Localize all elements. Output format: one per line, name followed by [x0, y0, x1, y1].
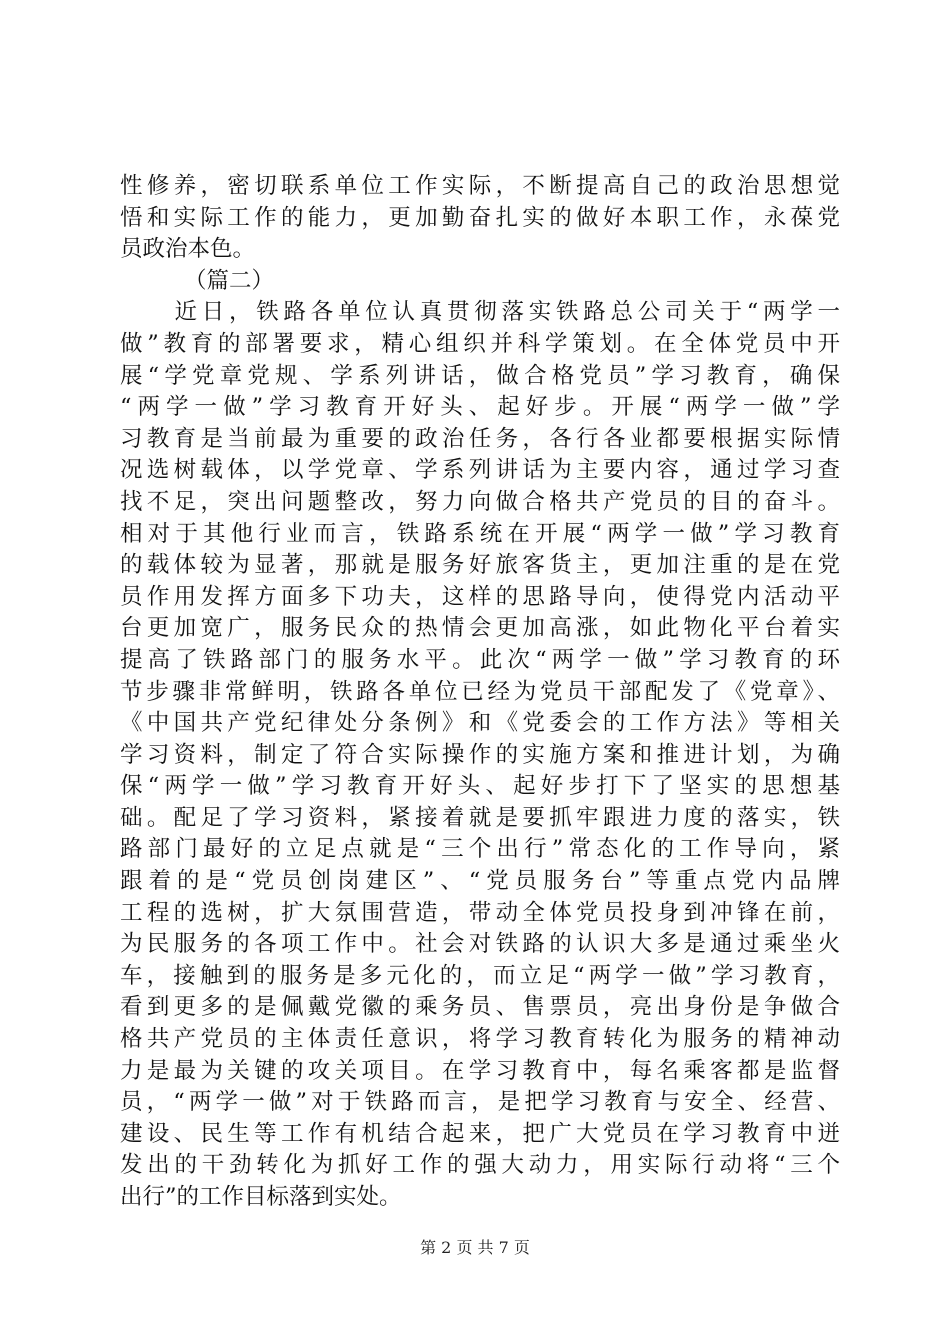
text-line: 发出的干劲转化为抓好工作的强大动力，用实际行动将“三个	[120, 1152, 840, 1179]
text-line: 做”教育的部署要求，精心组织并科学策划。在全体党员中开	[120, 330, 840, 357]
text-line: 性修养，密切联系单位工作实际，不断提高自己的政治思想觉	[120, 173, 840, 199]
text-line: 的载体较为显著，那就是服务好旅客货主，更加注重的是在党	[120, 552, 840, 579]
text-line: 建设、民生等工作有机结合起来，把广大党员在学习教育中迸	[120, 1120, 840, 1147]
text-line: 看到更多的是佩戴党徽的乘务员、售票员，亮出身份是争做合	[120, 994, 840, 1021]
text-line: 出行”的工作目标落到实处。	[120, 1184, 402, 1210]
section-heading: （篇二）	[184, 267, 275, 294]
text-line: 《中国共产党纪律处分条例》和《党委会的工作方法》等相关	[120, 710, 840, 737]
text-line: 节步骤非常鲜明，铁路各单位已经为党员干部配发了《党章》、	[120, 678, 840, 705]
text-line: 车，接触到的服务是多元化的，而立足“两学一做”学习教育，	[120, 962, 840, 989]
text-line: 为民服务的各项工作中。社会对铁路的认识大多是通过乘坐火	[120, 931, 840, 958]
text-line: 提高了铁路部门的服务水平。此次“两学一做”学习教育的环	[120, 646, 840, 673]
text-line: 力是最为关键的攻关项目。在学习教育中，每名乘客都是监督	[120, 1057, 840, 1084]
text-line: 员，“两学一做”对于铁路而言，是把学习教育与安全、经营、	[120, 1089, 840, 1116]
text-line: 学习资料，制定了符合实际操作的实施方案和推进计划，为确	[120, 741, 840, 768]
text-line: 台更加宽广，服务民众的热情会更加高涨，如此物化平台着实	[120, 615, 840, 642]
text-line: 保“两学一做”学习教育开好头、起好步打下了坚实的思想基	[120, 773, 840, 800]
text-line: 跟着的是“党员创岗建区”、“党员服务台”等重点党内品牌	[120, 868, 840, 895]
document-body	[120, 171, 840, 1214]
paragraph-first-line: 近日，铁路各单位认真贯彻落实铁路总公司关于“两学一	[120, 299, 840, 326]
text-line: 员政治本色。	[120, 236, 256, 263]
text-line: “两学一做”学习教育开好头、起好步。开展“两学一做”学	[120, 394, 840, 421]
text-line: 相对于其他行业而言，铁路系统在开展“两学一做”学习教育	[120, 520, 840, 547]
text-line: 展“学党章党规、学系列讲话，做合格党员”学习教育，确保	[120, 362, 840, 389]
text-line: 工程的选树，扩大氛围营造，带动全体党员投身到冲锋在前，	[120, 899, 840, 926]
text-line: 础。配足了学习资料，紧接着就是要抓牢跟进力度的落实，铁	[120, 804, 840, 831]
text-line: 找不足，突出问题整改，努力向做合格共产党员的目的奋斗。	[120, 488, 840, 515]
page-number-footer: 第 2 页 共 7 页	[420, 1238, 530, 1257]
text-line: 员作用发挥方面多下功夫，这样的思路导向，使得党内活动平	[120, 583, 840, 610]
text-line: 习教育是当前最为重要的政治任务，各行各业都要根据实际情	[120, 425, 840, 452]
text-line: 格共产党员的主体责任意识，将学习教育转化为服务的精神动	[120, 1026, 840, 1053]
text-line: 悟和实际工作的能力，更加勤奋扎实的做好本职工作，永葆党	[120, 204, 840, 231]
text-line: 况选树载体，以学党章、学系列讲话为主要内容，通过学习查	[120, 457, 840, 484]
text-line: 路部门最好的立足点就是“三个出行”常态化的工作导向，紧	[120, 836, 840, 863]
